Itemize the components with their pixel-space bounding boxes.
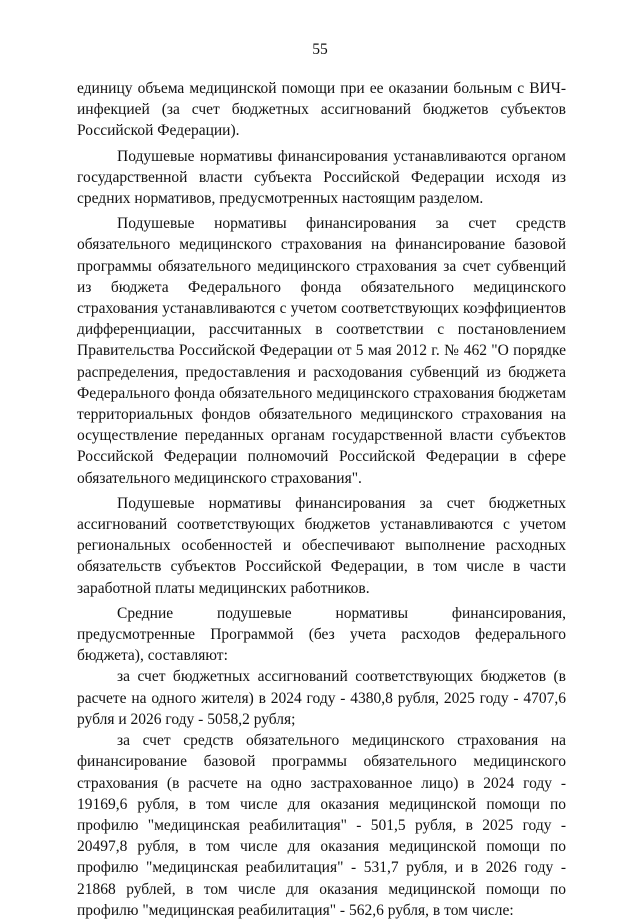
paragraph-4: Подушевые нормативы финансирования за счет бюджетных ассигнований соответствующих бюджетов устанавливаются с учетом региональных особенностей и обеспечивают выполнение расходных обязательств субъектов Российской Федерации, в том числе в части заработной платы медицинских работников. bbox=[77, 494, 566, 597]
page-number: 55 bbox=[312, 41, 328, 58]
paragraph-5: Средние подушевые нормативы финансирования, предусмотренные Программой (без учета расходов федерального бюджета), составляют: bbox=[77, 604, 566, 665]
paragraph-7: за счет средств обязательного медицинского страхования на финансирование базовой программы обязательного медицинского страхования (в расчете на одно застрахованное лицо) в 2024 году - 19169,6 рубля, в том числе для оказания медицинской помощи по профилю "медицинская реабилитация" - 501,5 рубля, в 2025 году - 20497,8 рубля, в том числе для оказания медицинской помощи по профилю "медицинская реабилитация" - 531,7 рубля, и в 2026 году - 21868 рублей, в том числе для оказания медицинской помощи по профилю "медицинская реабилитация" - 562,6 рубля, в том числе: bbox=[77, 732, 566, 919]
paragraph-1: единицу объема медицинской помощи при ее оказании больным с ВИЧ-инфекцией (за счет бюджетных ассигнований бюджетов субъектов Российской Федерации). bbox=[77, 80, 566, 140]
paragraph-6: за счет бюджетных ассигнований соответствующих бюджетов (в расчете на одного жителя) в 2024 году - 4380,8 рубля, 2025 году - 4707,6 рубля и 2026 году - 5058,2 рубля; bbox=[77, 668, 566, 728]
paragraph-2: Подушевые нормативы финансирования устанавливаются органом государственной власти субъекта Российской Федерации исходя из средних нормативов, предусмотренных настоящим разделом. bbox=[77, 147, 566, 208]
paragraph-3: Подушевые нормативы финансирования за счет средств обязательного медицинского страхования на финансирование базовой программы обязательного медицинского страхования за счет субвенций из бюджета Федерального фонда обязательного медицинского страхования устанавливаются с учетом соответствующих коэффициентов дифференциации, рассчитанных в соответствии с постановлением Правительства Российской Федерации от 5 мая 2012 г. № 462 "О порядке распределения, предоставления и расходования субвенций из бюджета Федерального фонда обязательного медицинского страхования бюджетам территориальных фондов обязательного медицинского страхования на осуществление переданных органам государственной власти субъектов Российской Федерации полномочий Российской Федерации в сфере обязательного медицинского страхования". bbox=[77, 215, 566, 487]
document-body bbox=[77, 78, 566, 921]
